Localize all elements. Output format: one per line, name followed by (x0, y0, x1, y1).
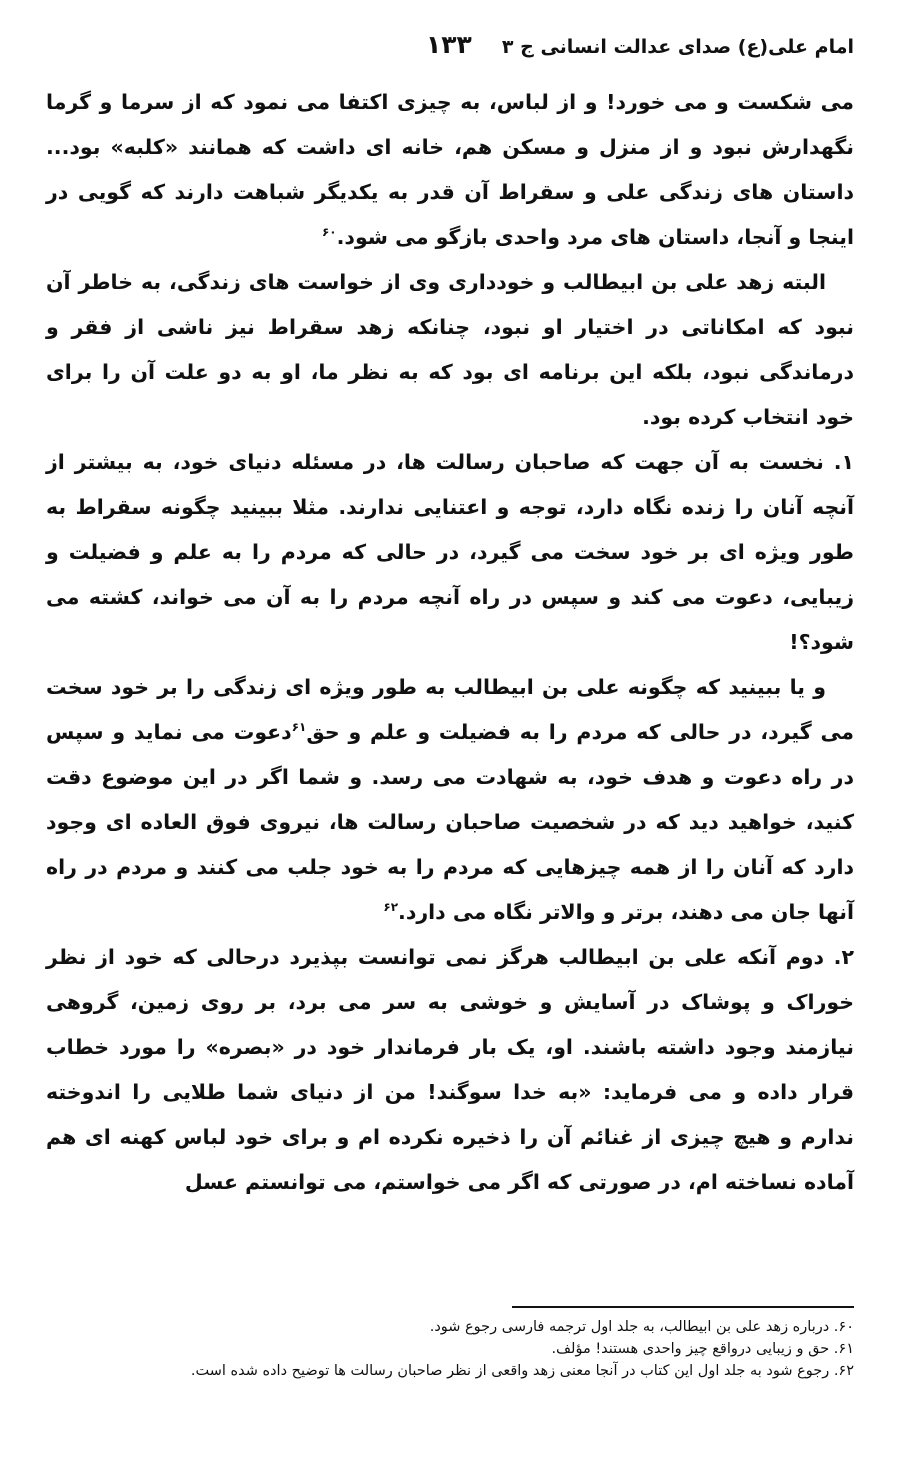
paragraph (46, 260, 854, 440)
page-number: ۱۳۳ (426, 30, 472, 59)
footnote-divider (512, 1306, 854, 1308)
paragraph (46, 440, 854, 665)
paragraph-text: دعوت می نماید و سپس در راه دعوت و هدف خود، به شهادت می رسد. و شما اگر در این موضوع دقت کنید، خواهید دید که در شخصیت صاحبان رسالت ها، نیروی فوق العاده ای وجود دارد که آنان را از همه چیزهایی که مردم را به خود جلب می کنند و مردم در راه آنها جان می دهند، برتر و والاتر نگاه می دارد. (46, 720, 854, 924)
paragraph-text: ۲. دوم آنکه علی بن ابیطالب هرگز نمی توانست بپذیرد درحالی که خود از نظر خوراک و پوشاک در آسایش و خوشی به سر می برد، بر روی زمین، گروهی نیازمند وجود داشته باشند. او، یک بار فرماندار خود در «بصره» را مورد خطاب قرار داده و می فرماید: «به خدا سوگند! من از دنیای شما طلایی را اندوخته ندارم و هیچ چیزی از غنائم آن را ذخیره نکرده ام و برای خود لباس کهنه ای هم آماده نساخته ام، در صورتی که اگر می خواستم، می توانستم عسل (46, 945, 854, 1194)
footnote: ۶۲. رجوع شود به جلد اول این کتاب در آنجا معنی زهد واقعی از نظر صاحبان رسالت ها توضیح داده شده است. (190, 1363, 854, 1379)
paragraph-text: می شکست و می خورد! و از لباس، به چیزی اکتفا می نمود که از سرما و گرما نگهدارش نبود و از منزل و مسکن هم، خانه ای داشت که همانند «کلبه» بود... داستان های زندگی علی و سقراط آن قدر به یکدیگر شباهت دارند که گویی در اینجا و آنجا، داستان های مرد واحدی بازگو می شود. (46, 90, 854, 249)
footnote-ref: ۶۱ (291, 720, 307, 735)
footnote: ۶۱. حق و زیبایی درواقع چیز واحدی هستند! مؤلف. (551, 1341, 854, 1357)
main-text (46, 80, 854, 1205)
footnote: ۶۰. درباره زهد علی بن ابیطالب، به جلد اول ترجمه فارسی رجوع شود. (429, 1319, 854, 1335)
paragraph (46, 665, 854, 935)
footnote-ref: ۶۲ (383, 900, 399, 915)
footnote-ref: ۶۰ (321, 225, 337, 240)
running-title: امام علی(ع) صدای عدالت انسانی ج ۳ (501, 36, 854, 58)
paragraph (46, 935, 854, 1205)
paragraph-text: ۱. نخست به آن جهت که صاحبان رسالت ها، در مسئله دنیای خود، به بیشتر از آنچه آنان را زنده نگاه دارد، توجه و اعتنایی ندارند. مثلا ببینید چگونه سقراط به طور ویژه ای بر خود سخت می گیرد، در حالی که مردم را به علم و فضیلت و زیبایی، دعوت می کند و سپس در راه آنچه مردم را به آن می خواند، کشته می شود؟! (46, 450, 854, 654)
paragraph (46, 80, 854, 260)
paragraph-text: البته زهد علی بن ابیطالب و خودداری وی از خواست های زندگی، به خاطر آن نبود که امکاناتی در اختیار او نبود، چنانکه زهد سقراط نیز ناشی از فقر و درماندگی نبود، بلکه این برنامه ای بود که به نظر ما، او به دو علت آن را برای خود انتخاب کرده بود. (46, 270, 854, 429)
paragraph-text: و یا ببینید که چگونه علی بن ابیطالب به طور ویژه ای زندگی را بر خود سخت می گیرد، در حالی که مردم را به فضیلت و علم و حق (46, 675, 854, 744)
page-header (46, 26, 854, 72)
footnotes (46, 1316, 854, 1382)
